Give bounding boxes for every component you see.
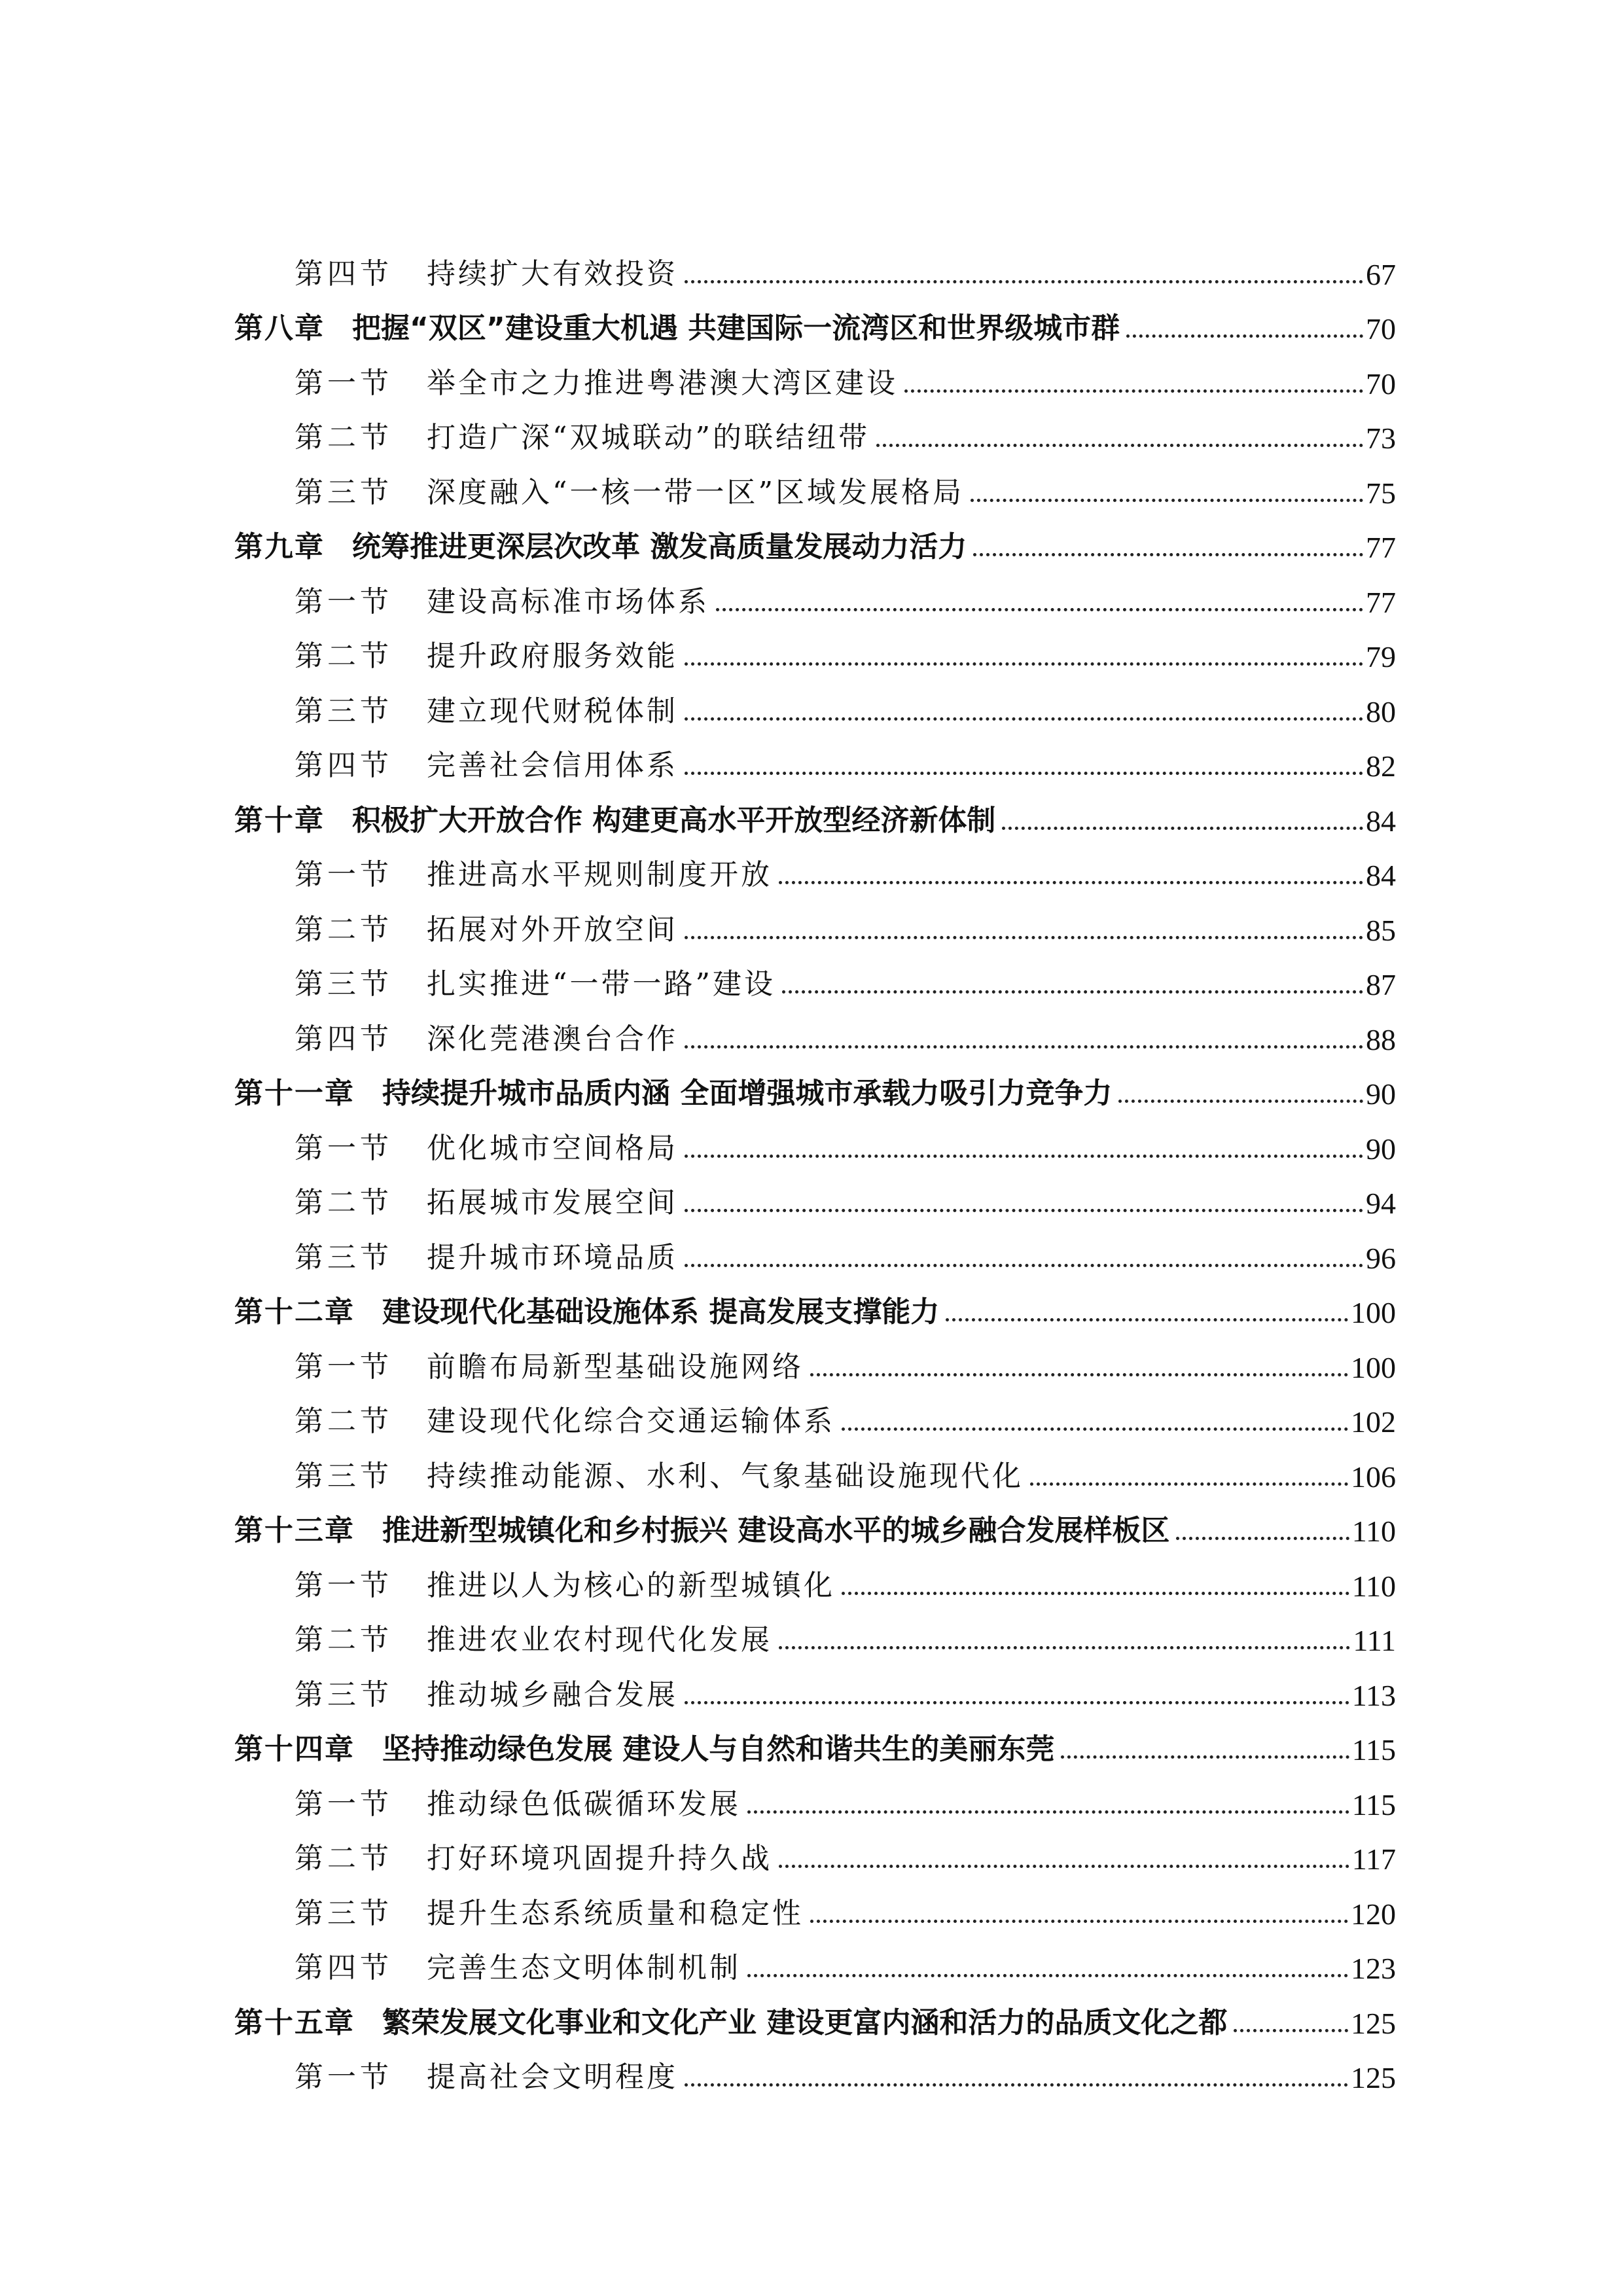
toc-section-entry[interactable] bbox=[234, 401, 1396, 456]
toc-entry-title: 建设现代化基础设施体系 提高发展支撑能力 bbox=[382, 1295, 940, 1329]
toc-entry-number: 第三节 bbox=[294, 1240, 393, 1274]
toc-entry-number: 第三节 bbox=[294, 1677, 393, 1712]
dot-leader bbox=[810, 1373, 1348, 1376]
toc-page-number: 100 bbox=[1351, 1296, 1396, 1329]
toc-page-number: 70 bbox=[1366, 312, 1396, 346]
dot-leader bbox=[685, 2083, 1348, 2087]
dot-leader bbox=[1176, 1537, 1349, 1540]
table-of-contents bbox=[234, 237, 1396, 2095]
toc-section-entry[interactable] bbox=[234, 838, 1396, 893]
toc-section-entry[interactable] bbox=[234, 237, 1396, 292]
toc-section-entry[interactable] bbox=[234, 1767, 1396, 1822]
toc-entry-title: 持续提升城市品质内涵 全面增强城市承载力吸引力竞争力 bbox=[382, 1077, 1113, 1110]
toc-page-number: 79 bbox=[1366, 640, 1396, 673]
toc-page-number: 102 bbox=[1351, 1405, 1396, 1439]
toc-entry-number: 第二节 bbox=[294, 1405, 393, 1438]
toc-section-entry[interactable] bbox=[234, 1385, 1396, 1440]
toc-entry-number: 第一节 bbox=[294, 1568, 393, 1602]
toc-page-number: 110 bbox=[1351, 1515, 1396, 1548]
dot-leader bbox=[685, 1155, 1363, 1158]
toc-page-number: 80 bbox=[1366, 694, 1396, 728]
toc-entry-title: 提升城市环境品质 bbox=[427, 1240, 678, 1274]
dot-leader bbox=[685, 1209, 1363, 1212]
toc-entry-number: 第十四章 bbox=[234, 1732, 355, 1766]
toc-entry-number: 第四节 bbox=[294, 749, 393, 782]
toc-entry-title: 持续扩大有效投资 bbox=[427, 257, 678, 291]
toc-section-entry[interactable] bbox=[234, 893, 1396, 948]
toc-entry-number: 第九章 bbox=[234, 530, 325, 564]
toc-entry-number: 第一节 bbox=[294, 584, 393, 619]
toc-entry-title: 统筹推进更深层次改革 激发高质量发展动力活力 bbox=[352, 530, 967, 564]
dot-leader bbox=[1061, 1755, 1349, 1759]
toc-entry-title: 提升生态系统质量和稳定性 bbox=[427, 1896, 804, 1930]
toc-section-entry[interactable] bbox=[234, 1549, 1396, 1604]
dot-leader bbox=[747, 1974, 1348, 1977]
toc-page-number: 125 bbox=[1351, 2061, 1396, 2094]
toc-entry-number: 第一节 bbox=[294, 1787, 393, 1821]
toc-entry-title: 深度融入“一核一带一区”区域发展格局 bbox=[427, 475, 964, 509]
toc-page-number: 94 bbox=[1366, 1187, 1396, 1220]
toc-entry-title: 坚持推动绿色发展 建设人与自然和谐共生的美丽东莞 bbox=[382, 1732, 1055, 1766]
toc-section-entry[interactable] bbox=[234, 1330, 1396, 1385]
toc-page-number: 113 bbox=[1351, 1678, 1396, 1712]
dot-leader bbox=[876, 444, 1363, 447]
toc-entry-number: 第十三章 bbox=[234, 1514, 355, 1547]
toc-entry-number: 第二节 bbox=[294, 1623, 393, 1657]
toc-entry-number: 第三节 bbox=[294, 475, 393, 509]
toc-chapter-entry[interactable] bbox=[234, 1986, 1396, 2041]
toc-section-entry[interactable] bbox=[234, 1822, 1396, 1877]
dot-leader bbox=[685, 1045, 1363, 1049]
toc-page-number: 90 bbox=[1366, 1077, 1396, 1111]
toc-page-number: 90 bbox=[1366, 1132, 1396, 1166]
toc-page-number: 125 bbox=[1351, 2006, 1396, 2040]
dot-leader bbox=[1234, 2029, 1348, 2032]
toc-chapter-entry[interactable] bbox=[234, 1494, 1396, 1549]
toc-entry-title: 提升政府服务效能 bbox=[427, 639, 678, 673]
toc-entry-number: 第一节 bbox=[294, 2060, 393, 2094]
toc-entry-number: 第一节 bbox=[294, 858, 393, 891]
toc-entry-number: 第一节 bbox=[294, 366, 393, 400]
toc-section-entry[interactable] bbox=[234, 565, 1396, 620]
toc-section-entry[interactable] bbox=[234, 1221, 1396, 1276]
toc-page-number: 73 bbox=[1366, 422, 1396, 455]
toc-entry-title: 深化莞港澳台合作 bbox=[427, 1022, 678, 1056]
toc-entry-number: 第十章 bbox=[234, 803, 325, 837]
toc-entry-title: 建立现代财税体制 bbox=[427, 694, 678, 728]
toc-page-number: 100 bbox=[1351, 1350, 1396, 1384]
toc-chapter-entry[interactable] bbox=[234, 1276, 1396, 1331]
dot-leader bbox=[782, 990, 1363, 994]
toc-section-entry[interactable] bbox=[234, 1439, 1396, 1494]
toc-chapter-entry[interactable] bbox=[234, 1713, 1396, 1768]
toc-page-number: 87 bbox=[1366, 968, 1396, 1001]
toc-entry-title: 拓展对外开放空间 bbox=[427, 912, 678, 946]
toc-section-entry[interactable] bbox=[234, 948, 1396, 1003]
toc-entry-number: 第三节 bbox=[294, 694, 393, 728]
dot-leader bbox=[1002, 827, 1363, 830]
toc-page-number: 85 bbox=[1366, 913, 1396, 947]
toc-section-entry[interactable] bbox=[234, 729, 1396, 784]
dot-leader bbox=[685, 662, 1363, 666]
toc-page-number: 84 bbox=[1366, 804, 1396, 838]
toc-entry-title: 建设现代化综合交通运输体系 bbox=[427, 1405, 835, 1438]
toc-page-number: 115 bbox=[1351, 1787, 1396, 1821]
toc-section-entry[interactable] bbox=[234, 674, 1396, 729]
toc-section-entry[interactable] bbox=[234, 456, 1396, 511]
toc-section-entry[interactable] bbox=[234, 1166, 1396, 1221]
toc-chapter-entry[interactable] bbox=[234, 292, 1396, 347]
toc-entry-title: 推进新型城镇化和乡村振兴 建设高水平的城乡融合发展样板区 bbox=[382, 1514, 1170, 1547]
dot-leader bbox=[971, 499, 1363, 502]
toc-page-number: 106 bbox=[1351, 1460, 1396, 1494]
toc-entry-title: 优化城市空间格局 bbox=[427, 1131, 678, 1165]
dot-leader bbox=[842, 1427, 1348, 1431]
toc-entry-number: 第四节 bbox=[294, 1022, 393, 1056]
toc-section-entry[interactable] bbox=[234, 1658, 1396, 1713]
toc-entry-number: 第四节 bbox=[294, 1951, 393, 1984]
toc-page-number: 70 bbox=[1366, 367, 1396, 401]
dot-leader bbox=[810, 1920, 1348, 1923]
toc-entry-number: 第二节 bbox=[294, 1186, 393, 1219]
toc-entry-number: 第三节 bbox=[294, 1896, 393, 1930]
toc-entry-number: 第三节 bbox=[294, 967, 393, 1001]
toc-section-entry[interactable] bbox=[234, 1111, 1396, 1166]
toc-entry-title: 积极扩大开放合作 构建更高水平开放型经济新体制 bbox=[352, 803, 996, 837]
toc-section-entry[interactable] bbox=[234, 1876, 1396, 1931]
toc-entry-number: 第二节 bbox=[294, 1842, 393, 1875]
dot-leader bbox=[716, 608, 1363, 611]
toc-entry-title: 繁荣发展文化事业和文化产业 建设更富内涵和活力的品质文化之都 bbox=[382, 2005, 1228, 2039]
toc-entry-title: 扎实推进“一带一路”建设 bbox=[427, 967, 776, 1001]
toc-section-entry[interactable] bbox=[234, 1604, 1396, 1659]
toc-section-entry[interactable] bbox=[234, 620, 1396, 675]
toc-entry-title: 拓展城市发展空间 bbox=[427, 1186, 678, 1219]
dot-leader bbox=[842, 1592, 1349, 1595]
toc-entry-title: 提高社会文明程度 bbox=[427, 2060, 678, 2094]
toc-section-entry[interactable] bbox=[234, 2041, 1396, 2096]
toc-entry-title: 推进农业农村现代化发展 bbox=[427, 1623, 772, 1657]
toc-entry-number: 第一节 bbox=[294, 1350, 393, 1384]
toc-page-number: 115 bbox=[1351, 1733, 1396, 1767]
toc-entry-title: 打造广深“双城联动”的联结纽带 bbox=[427, 421, 870, 454]
dot-leader bbox=[904, 389, 1363, 393]
dot-leader bbox=[685, 1701, 1349, 1704]
dot-leader bbox=[747, 1810, 1349, 1814]
toc-page-number: 84 bbox=[1366, 859, 1396, 892]
toc-page-number: 75 bbox=[1366, 476, 1396, 510]
toc-page-number: 88 bbox=[1366, 1022, 1396, 1056]
toc-entry-number: 第二节 bbox=[294, 639, 393, 673]
toc-entry-title: 推动绿色低碳循环发展 bbox=[427, 1787, 741, 1821]
dot-leader bbox=[685, 772, 1363, 775]
toc-page-number: 111 bbox=[1353, 1624, 1396, 1657]
toc-entry-number: 第十五章 bbox=[234, 2005, 355, 2039]
dot-leader bbox=[779, 1865, 1349, 1868]
dot-leader bbox=[685, 717, 1363, 721]
dot-leader bbox=[1030, 1482, 1348, 1486]
dot-leader bbox=[1118, 1100, 1363, 1103]
toc-section-entry[interactable] bbox=[234, 346, 1396, 401]
dot-leader bbox=[685, 1264, 1363, 1267]
toc-entry-title: 推进高水平规则制度开放 bbox=[427, 858, 772, 891]
toc-page-number: 96 bbox=[1366, 1241, 1396, 1275]
toc-section-entry[interactable] bbox=[234, 1002, 1396, 1057]
toc-entry-title: 打好环境巩固提升持久战 bbox=[427, 1842, 772, 1875]
toc-entry-title: 举全市之力推进粤港澳大湾区建设 bbox=[427, 366, 898, 400]
toc-page-number: 117 bbox=[1351, 1842, 1396, 1876]
toc-entry-number: 第十二章 bbox=[234, 1295, 355, 1329]
toc-page-number: 120 bbox=[1351, 1897, 1396, 1931]
dot-leader bbox=[685, 280, 1363, 283]
toc-page-number: 67 bbox=[1366, 257, 1396, 291]
toc-entry-number: 第十一章 bbox=[234, 1077, 355, 1110]
toc-page-number: 82 bbox=[1366, 749, 1396, 783]
dot-leader bbox=[779, 1646, 1350, 1649]
toc-entry-number: 第八章 bbox=[234, 312, 325, 345]
toc-entry-number: 第二节 bbox=[294, 421, 393, 454]
toc-entry-title: 前瞻布局新型基础设施网络 bbox=[427, 1350, 804, 1384]
toc-page-number: 77 bbox=[1366, 585, 1396, 619]
dot-leader bbox=[685, 936, 1363, 939]
toc-entry-title: 完善社会信用体系 bbox=[427, 749, 678, 782]
toc-entry-title: 建设高标准市场体系 bbox=[427, 584, 709, 619]
toc-entry-number: 第一节 bbox=[294, 1131, 393, 1165]
toc-entry-title: 推动城乡融合发展 bbox=[427, 1677, 678, 1712]
toc-entry-title: 持续推动能源、水利、气象基础设施现代化 bbox=[427, 1459, 1024, 1493]
toc-entry-number: 第四节 bbox=[294, 257, 393, 291]
toc-chapter-entry[interactable] bbox=[234, 783, 1396, 838]
toc-entry-title: 把握“双区”建设重大机遇 共建国际一流湾区和世界级城市群 bbox=[352, 312, 1120, 345]
toc-page-number: 123 bbox=[1351, 1952, 1396, 1985]
toc-chapter-entry[interactable] bbox=[234, 511, 1396, 565]
toc-entry-number: 第二节 bbox=[294, 912, 393, 946]
toc-page-number: 110 bbox=[1351, 1569, 1396, 1603]
dot-leader bbox=[779, 881, 1363, 884]
dot-leader bbox=[946, 1318, 1348, 1321]
toc-entry-title: 完善生态文明体制机制 bbox=[427, 1951, 741, 1984]
toc-entry-number: 第三节 bbox=[294, 1459, 393, 1493]
toc-chapter-entry[interactable] bbox=[234, 1057, 1396, 1112]
toc-entry-title: 推进以人为核心的新型城镇化 bbox=[427, 1568, 835, 1602]
dot-leader bbox=[973, 553, 1363, 556]
dot-leader bbox=[1126, 334, 1363, 338]
toc-section-entry[interactable] bbox=[234, 1931, 1396, 1986]
toc-page-number: 77 bbox=[1366, 531, 1396, 564]
